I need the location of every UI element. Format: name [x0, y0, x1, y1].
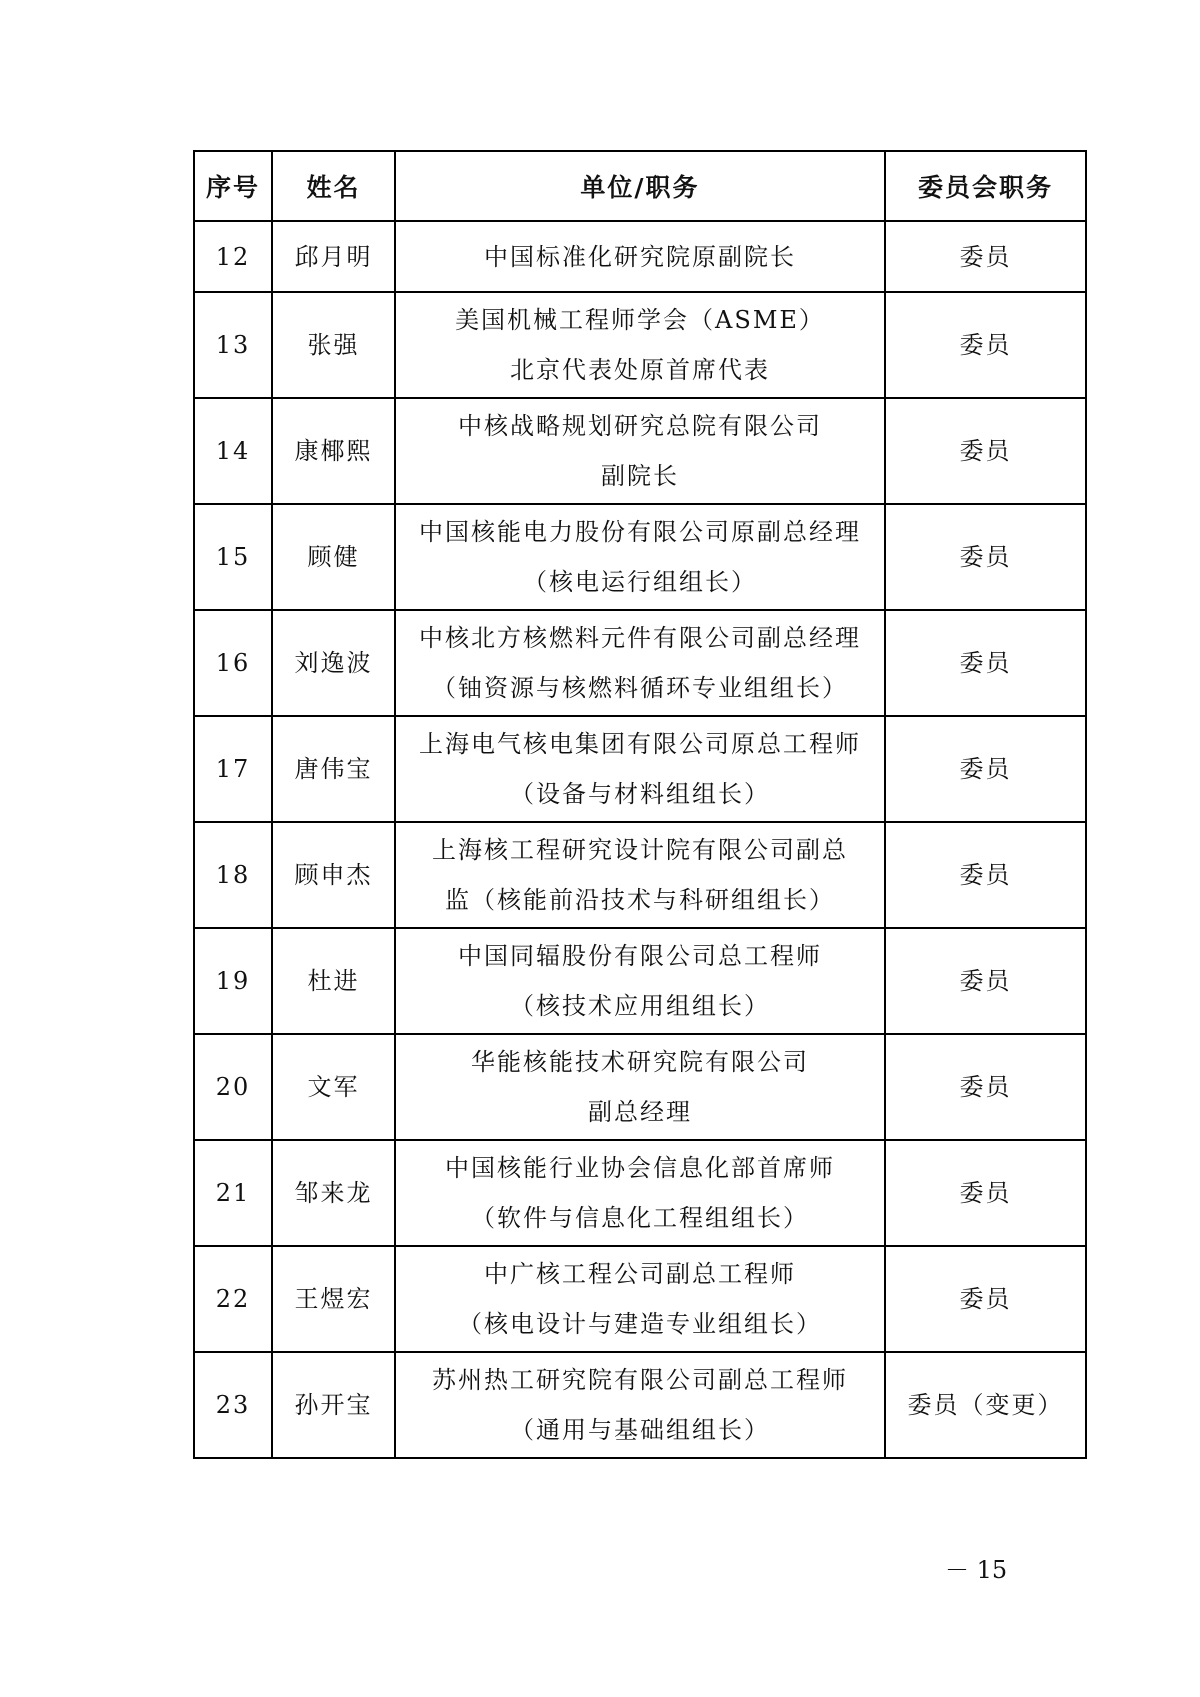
table-row — [194, 1034, 1086, 1140]
table-row — [194, 610, 1086, 716]
cell-unit — [395, 221, 885, 292]
table-body — [194, 221, 1086, 1458]
cell-seq: 12 — [194, 221, 272, 292]
cell-seq: 16 — [194, 610, 272, 716]
cell-unit — [395, 398, 885, 504]
unit-line: （核电设计与建造专业组组长） — [458, 1310, 822, 1338]
unit-line: 中核北方核燃料元件有限公司副总经理 — [419, 624, 861, 652]
unit-line: 上海核工程研究设计院有限公司副总 — [432, 836, 848, 864]
cell-role: 委员 — [885, 398, 1086, 504]
cell-role: 委员 — [885, 610, 1086, 716]
header-row — [194, 151, 1086, 221]
cell-unit — [395, 610, 885, 716]
cell-unit — [395, 1140, 885, 1246]
unit-line: （软件与信息化工程组组长） — [471, 1204, 809, 1232]
unit-line: 中国核能行业协会信息化部首席师 — [445, 1154, 835, 1182]
unit-line: （通用与基础组组长） — [510, 1416, 770, 1444]
unit-line: （设备与材料组组长） — [510, 780, 770, 808]
cell-name: 孙开宝 — [272, 1352, 395, 1458]
cell-unit — [395, 504, 885, 610]
cell-name: 王煜宏 — [272, 1246, 395, 1352]
table-row — [194, 716, 1086, 822]
unit-line: （核电运行组组长） — [523, 568, 757, 596]
cell-unit — [395, 1246, 885, 1352]
cell-unit — [395, 716, 885, 822]
cell-role: 委员 — [885, 716, 1086, 822]
header-unit: 单位/职务 — [395, 151, 885, 221]
cell-role: 委员 — [885, 1034, 1086, 1140]
cell-name: 刘逸波 — [272, 610, 395, 716]
cell-name: 文军 — [272, 1034, 395, 1140]
cell-name: 杜进 — [272, 928, 395, 1034]
unit-line: 中国同辐股份有限公司总工程师 — [458, 942, 822, 970]
unit-line: 苏州热工研究院有限公司副总工程师 — [432, 1366, 848, 1394]
cell-unit — [395, 292, 885, 398]
unit-line: 美国机械工程师学会（ASME） — [455, 306, 825, 334]
header-name: 姓名 — [272, 151, 395, 221]
unit-line: （核技术应用组组长） — [510, 992, 770, 1020]
cell-name: 康椰熙 — [272, 398, 395, 504]
unit-line: 北京代表处原首席代表 — [510, 356, 770, 384]
cell-seq: 20 — [194, 1034, 272, 1140]
cell-role: 委员 — [885, 292, 1086, 398]
cell-role: 委员 — [885, 1140, 1086, 1246]
cell-name: 张强 — [272, 292, 395, 398]
cell-seq: 22 — [194, 1246, 272, 1352]
cell-seq: 13 — [194, 292, 272, 398]
unit-line: 中核战略规划研究总院有限公司 — [458, 412, 822, 440]
cell-role: 委员 — [885, 1246, 1086, 1352]
unit-line: 副总经理 — [588, 1098, 692, 1126]
unit-line: 上海电气核电集团有限公司原总工程师 — [419, 730, 861, 758]
cell-role: 委员 — [885, 504, 1086, 610]
header-seq: 序号 — [194, 151, 272, 221]
cell-seq: 19 — [194, 928, 272, 1034]
unit-line: 监（核能前沿技术与科研组组长） — [445, 886, 835, 914]
cell-seq: 23 — [194, 1352, 272, 1458]
cell-unit — [395, 1352, 885, 1458]
table-row — [194, 1246, 1086, 1352]
cell-name: 邹来龙 — [272, 1140, 395, 1246]
unit-line: 中国核能电力股份有限公司原副总经理 — [419, 518, 861, 546]
table-row — [194, 221, 1086, 292]
table-row — [194, 928, 1086, 1034]
cell-unit — [395, 1034, 885, 1140]
unit-line: 副院长 — [601, 462, 679, 490]
cell-seq: 18 — [194, 822, 272, 928]
cell-role: 委员 — [885, 221, 1086, 292]
table-row — [194, 504, 1086, 610]
cell-role: 委员 — [885, 928, 1086, 1034]
table-row — [194, 292, 1086, 398]
unit-line: （铀资源与核燃料循环专业组组长） — [432, 674, 848, 702]
cell-seq: 21 — [194, 1140, 272, 1246]
member-table — [193, 150, 1087, 1459]
unit-line: 华能核能技术研究院有限公司 — [471, 1048, 809, 1076]
table-row — [194, 1352, 1086, 1458]
cell-seq: 15 — [194, 504, 272, 610]
cell-unit — [395, 822, 885, 928]
cell-name: 顾健 — [272, 504, 395, 610]
table-row — [194, 822, 1086, 928]
cell-name: 邱月明 — [272, 221, 395, 292]
table-row — [194, 398, 1086, 504]
header-role: 委员会职务 — [885, 151, 1086, 221]
unit-line: 中国标准化研究院原副院长 — [484, 242, 796, 271]
cell-name: 唐伟宝 — [272, 716, 395, 822]
table-row — [194, 1140, 1086, 1246]
unit-line: 中广核工程公司副总工程师 — [484, 1260, 796, 1288]
cell-role: 委员（变更） — [885, 1352, 1086, 1458]
cell-seq: 17 — [194, 716, 272, 822]
cell-role: 委员 — [885, 822, 1086, 928]
cell-seq: 14 — [194, 398, 272, 504]
cell-unit — [395, 928, 885, 1034]
page-number: － 15 — [945, 1556, 1008, 1584]
cell-name: 顾申杰 — [272, 822, 395, 928]
